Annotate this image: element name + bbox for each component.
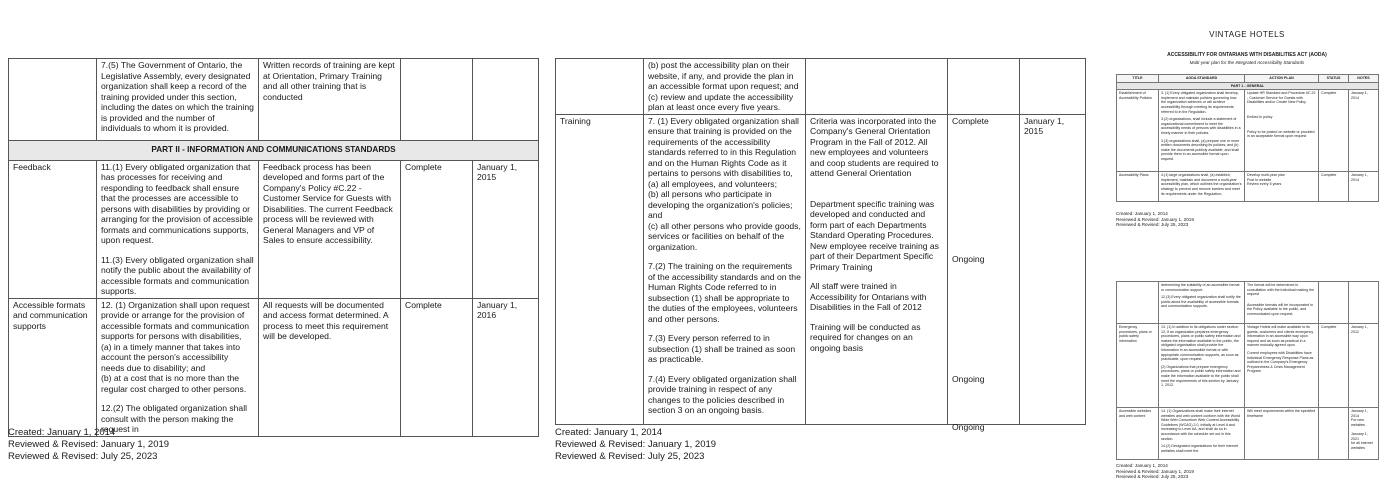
table-row: [1117, 282, 1379, 324]
cell-notes: January 1, 2015: [1020, 114, 1086, 424]
aoda-table-right-bottom: [1116, 281, 1379, 460]
cell-standard: 13. (1) In addition to its obligations under section 12, if an organization prepares emergency procedures, plans or public safety information and makes the information available to the public, the obligated organization shall provide the information in an accessible format or with appropriate communication supports, as soon as practicable, upon request. (2) Organizations that prepare emergency procedures, plans or public safety information and make the information available to the public shall meet the requirements of this section by January 1, 2012.: [1159, 324, 1245, 408]
cell-standard: 7. (1) Every obligated organization shall ensure that training is provided on the requirements of the accessibility standards referred to in this Regulation and on the Human Rights Code as it pertains to persons with disabilities to, (a) all employees, and volunteers; (b) all persons who participate in developing the organization's policies; and (c) all other persons who provide goods, services or facilities on behalf of the organization. 7.(2) The training on the requirements of the accessibility standards and on the Human Rights Code referred to in subsection (1) shall be appropriate to the duties of the employees, volunteers and other persons. 7.(3) Every person referred to in subsection (1) shall be trained as soon as practicable. 7.(4) Every obligated organization shall provide training in respect of any changes to the policies described in section 3 on an ongoing basis.: [644, 114, 806, 424]
col-header-title: TITLE: [1117, 75, 1159, 83]
page-middle: [555, 58, 1086, 432]
cell-title: [9, 59, 97, 141]
cell-status: Complete Ongoing Ongoing Ongoing: [948, 114, 1020, 424]
cell-status: Complete: [1319, 324, 1349, 408]
cell-standard: 4.(1) large organizations shall, (a) establish, implement, maintain and document a multi-year accessibility plan, which outlines the organization's strategy to prevent and remove barriers and meet its requirements under the Regulation;: [1159, 172, 1245, 202]
cell-notes: January 1, 2016: [473, 298, 539, 436]
cell-standard: 11.(1) Every obligated organization that has processes for receiving and responding to feedback shall ensure that the processes are accessible to persons with disabilities by providing or arranging for the provision of accessible formats and communications supports, upon request. 11.(3) Every obligated organization shall notify the public about the availability of accessible formats and communication supports.: [97, 160, 259, 298]
cell-standard: determining the suitability of an accessible format or communication support. 12.(3) Every obligated organization shall notify the public about the availability of accessible formats and communication supports.: [1159, 282, 1245, 324]
cell-action: Criteria was incorporated into the Company's General Orientation Program in the Fall of 2012. All new employees and volunteers and coop students are required to attend General Orientation Department specific training was developed and conducted and form part of each Departments Standard Operating Procedures. New employee receive training as part of their Department Specific Primary Training All staff were trained in Accessibility for Ontarians with Disabilities in the Fall of 2012 Training will be conducted as required for changes on an ongoing basis: [806, 114, 948, 424]
cell-notes: January 1, 2014 For new websites January 1, 2021 for all internet websites: [1349, 408, 1379, 460]
col-header-standard: AODA STANDARD: [1159, 75, 1245, 83]
table-row: [9, 298, 539, 436]
cell-notes: January 1, 2014: [1349, 90, 1379, 172]
table-row: [9, 160, 539, 298]
footer-right-bottom: Created: January 1, 2014 Reviewed & Revised: January 1, 2019 Reviewed & Revised: July 25, 2023: [1116, 463, 1194, 480]
table-row: [1117, 90, 1379, 172]
cell-notes: January 1, 2014: [1349, 172, 1379, 202]
table-row: [556, 59, 1086, 115]
cell-standard: 12. (1) Organization shall upon request provide or arrange for the provision of accessible formats and communication supports for persons with disabilities, (a) in a timely manner that takes into account the person's accessibility needs due to disability; and (b) at a cost that is no more than the regular cost charged to other persons. 12.(2) The obligated organization shall consult with the person making the request in: [97, 298, 259, 436]
cell-notes: January 1, 2012: [1349, 324, 1379, 408]
cell-standard: 14. (1) Organizations shall make their internet websites and web content conform with the World Wide Web Consortium Web Content Accessibility Guidelines (WCAG) 2.0, initially at Level A and increasing to Level AA, and shall do so in accordance with the schedule set out in this section. 14.(2) Designated organizations for their internet websites shall meet the: [1159, 408, 1245, 460]
footer-left: Created: January 1, 2014 Reviewed & Revised: January 1, 2019 Reviewed & Revised: July 25, 2023: [8, 427, 170, 462]
status-ongoing: Ongoing: [952, 373, 985, 384]
table-row: [1117, 172, 1379, 202]
section-heading-row: [9, 141, 539, 161]
cell-action: [806, 59, 948, 115]
col-header-notes: NOTES: [1349, 75, 1379, 83]
cell-status: [948, 59, 1020, 115]
document-title: ACCESSIBILITY FOR ONTARIANS WITH DISABILITIES ACT (AODA): [1167, 52, 1327, 58]
page-right-top: [1116, 74, 1379, 202]
cell-action: Develop multi-year plan Post to website Review every 5 years: [1245, 172, 1319, 202]
cell-action: All requests will be documented and access format determined. A process to meet this requirement will be developed.: [259, 298, 401, 436]
cell-standard: (b) post the accessibility plan on their website, if any, and provide the plan in an accessible format upon request; and (c) review and update the accessibility plan at least once every five years.: [644, 59, 806, 115]
col-header-action: ACTION PLAN: [1245, 75, 1319, 83]
table-row: [1117, 408, 1379, 460]
cell-action: Written records of training are kept at Orientation, Primary Training and all other training that is conducted: [259, 59, 401, 141]
cell-title: Training: [556, 114, 644, 424]
page-right-bottom: [1116, 281, 1379, 460]
cell-notes: [1020, 59, 1086, 115]
cell-status: Complete: [1319, 172, 1349, 202]
cell-notes: January 1, 2015: [473, 160, 539, 298]
footer-right-top: Created: January 1, 2014 Reviewed & Revised: January 1, 2019 Reviewed & Revised: July 25, 2023: [1116, 211, 1194, 228]
cell-action: Feedback process has been developed and forms part of the Company's Policy #C.22 - Customer Service for Guests with Disabilities. The current Feedback process will be reviewed with General Managers and VP of Sales to ensure accessibility.: [259, 160, 401, 298]
aoda-table-middle: [555, 58, 1086, 432]
status-ongoing: Ongoing: [952, 253, 985, 264]
cell-title: Accessible websites and web content: [1117, 408, 1159, 460]
cell-action: Will meet requirements within the specified timeframe: [1245, 408, 1319, 460]
cell-title: Accessibility Plans: [1117, 172, 1159, 202]
cell-notes: [473, 59, 539, 141]
cell-standard: 3. (1) Every obligated organization shall develop, implement and maintain policies governing how the organization achieves or will achieve accessibility through meeting its requirements referred to in the Regulation. 3.(2) organizations, shall include a statement of organizational commitment to meet the accessibility needs of persons with disabilities in a timely manner in their policies. 3.(3) organizations shall, (a) prepare one or more written documents describing its policies; and (b) make the documents publicly available, and shall provide them in an accessible format upon request.: [1159, 90, 1245, 172]
cell-status: Complete: [401, 298, 473, 436]
cell-status: [1319, 408, 1349, 460]
col-header-status: STATUS: [1319, 75, 1349, 83]
section-heading-row: [1117, 82, 1379, 90]
cell-title: Accessible formats and communication supports: [9, 298, 97, 436]
cell-action: Vintage Hotels will make available to its guests, customers and clients emergency information in an accessible way upon request and as soon as practical in a manner mutually agreed upon Current employees with Disabilities have Individual Emergency Response Plans as outlined in the Company's Emergency Preparedness & Crisis Management Program: [1245, 324, 1319, 408]
cell-title: [1117, 282, 1159, 324]
cell-status: [1319, 282, 1349, 324]
cell-title: Establishment of Accessibility Policies: [1117, 90, 1159, 172]
aoda-table-left: [8, 58, 539, 437]
page-left: [8, 58, 539, 437]
document-subtitle: Multi-year plan for the Integrated Accessibility Standards: [1189, 60, 1305, 65]
footer-middle: Created: January 1, 2014 Reviewed & Revised: January 1, 2019 Reviewed & Revised: July 25, 2023: [555, 427, 717, 462]
cell-status: Complete: [401, 160, 473, 298]
table-row: [1117, 324, 1379, 408]
cell-title: Feedback: [9, 160, 97, 298]
cell-standard: 7.(5) The Government of Ontario, the Legislative Assembly, every designated organization shall keep a record of the training provided under this section, including the dates on which the training is provided and the number of individuals to whom it is provided.: [97, 59, 259, 141]
cell-status: Complete: [1319, 90, 1349, 172]
section-heading: PART 1 - GENERAL: [1117, 82, 1379, 90]
cell-notes: [1349, 282, 1379, 324]
cell-title: Emergency procedures, plans or public safety information: [1117, 324, 1159, 408]
brand-name: VINTAGE HOTELS: [1209, 30, 1285, 39]
header-row: [1117, 75, 1379, 83]
cell-action: The format will be determined in consultation with the individual making the request Accessible formats will be incorporated in the Policy available to the public, and communicated upon request.: [1245, 282, 1319, 324]
cell-status: [401, 59, 473, 141]
section-heading: PART II - INFORMATION AND COMMUNICATIONS STANDARDS: [9, 141, 539, 161]
table-row: [556, 114, 1086, 424]
cell-action: Update HR Standard and Procedure #C.22 - Customer Service for Guests with Disabilities and/or Create New Policy Embed in policy Policy to be posted on website or provided in an acceptable format upon request: [1245, 90, 1319, 172]
aoda-table-right-top: [1116, 74, 1379, 202]
table-row: [9, 59, 539, 141]
status-ongoing: Ongoing: [952, 421, 985, 432]
cell-title: [556, 59, 644, 115]
